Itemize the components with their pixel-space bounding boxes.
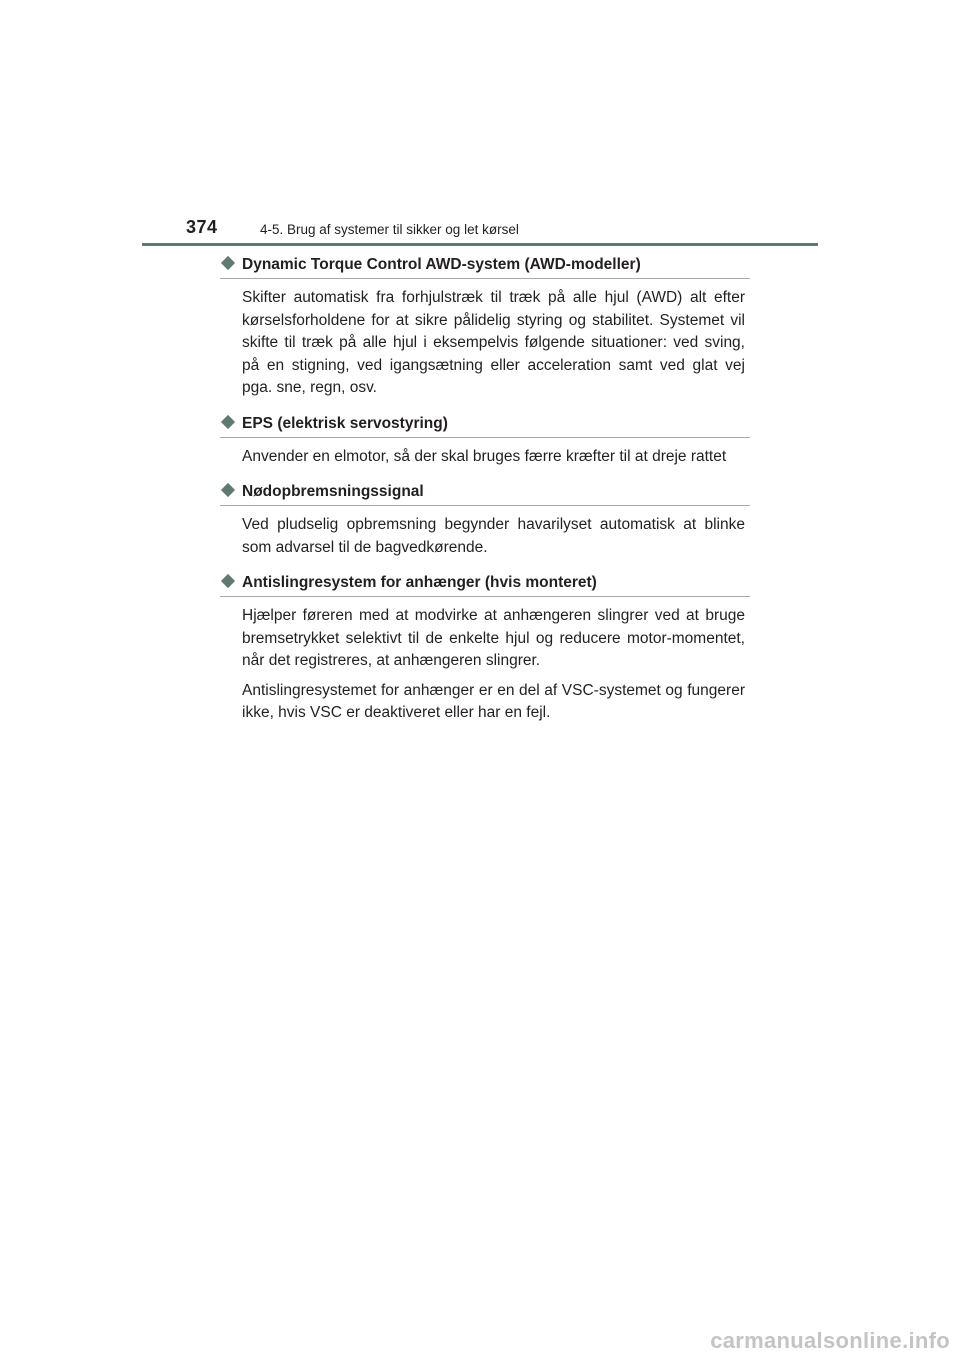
- section-paragraph: Hjælper føreren med at modvirke at anhængeren slingrer ved at bruge bremsetrykket selektivt til de enkelte hjul og reducere motor-momentet, når det registreres, at anhængeren slingrer.: [242, 607, 745, 669]
- chapter-title: 4-5. Brug af systemer til sikker og let kørsel: [260, 222, 519, 237]
- section-heading: [220, 252, 750, 279]
- section-paragraph: Antislingresystemet for anhænger er en del af VSC-systemet og fungerer ikke, hvis VSC er deaktiveret eller har en fejl.: [242, 681, 745, 721]
- diamond-bullet-icon: [220, 255, 242, 275]
- section-heading: [220, 411, 750, 438]
- header-rule: [142, 243, 818, 246]
- section-paragraph: Ved pludselig opbremsning begynder havarilyset automatisk at blinke som advarsel til de bagvedkørende.: [242, 516, 745, 556]
- section-emergency-brake-signal: [220, 479, 750, 559]
- section-title: Nødopbremsningssignal: [242, 483, 424, 500]
- page-header: [0, 0, 960, 250]
- section-title: Dynamic Torque Control AWD-system (AWD-modeller): [242, 256, 641, 273]
- section-title: Antislingresystem for anhænger (hvis monteret): [242, 574, 597, 591]
- page-content: [220, 250, 750, 725]
- diamond-bullet-icon: [220, 573, 242, 593]
- section-paragraph: Skifter automatisk fra forhjulstræk til træk på alle hjul (AWD) alt efter kørselsforholdene for at sikre pålidelig styring og stabilitet. Systemet vil skifte til træk på alle hjul i eksempelvis følgende situationer: ved sving, på en stigning, ved igangsætning eller acceleration samt ved glat vej pga. sne, regn, osv.: [242, 289, 745, 396]
- diamond-bullet-icon: [220, 414, 242, 434]
- section-eps: [220, 411, 750, 469]
- section-trailer-sway: [220, 570, 750, 725]
- section-heading: [220, 570, 750, 597]
- watermark: carmanualsonline.info: [710, 1328, 950, 1353]
- section-title: EPS (elektrisk servostyring): [242, 414, 448, 432]
- diamond-bullet-icon: [220, 482, 242, 502]
- section-heading: [220, 479, 750, 506]
- section-awd: [220, 252, 750, 400]
- section-paragraph: Anvender en elmotor, så der skal bruges færre kræfter til at dreje rattet: [242, 447, 727, 465]
- page-number: 374: [186, 217, 218, 237]
